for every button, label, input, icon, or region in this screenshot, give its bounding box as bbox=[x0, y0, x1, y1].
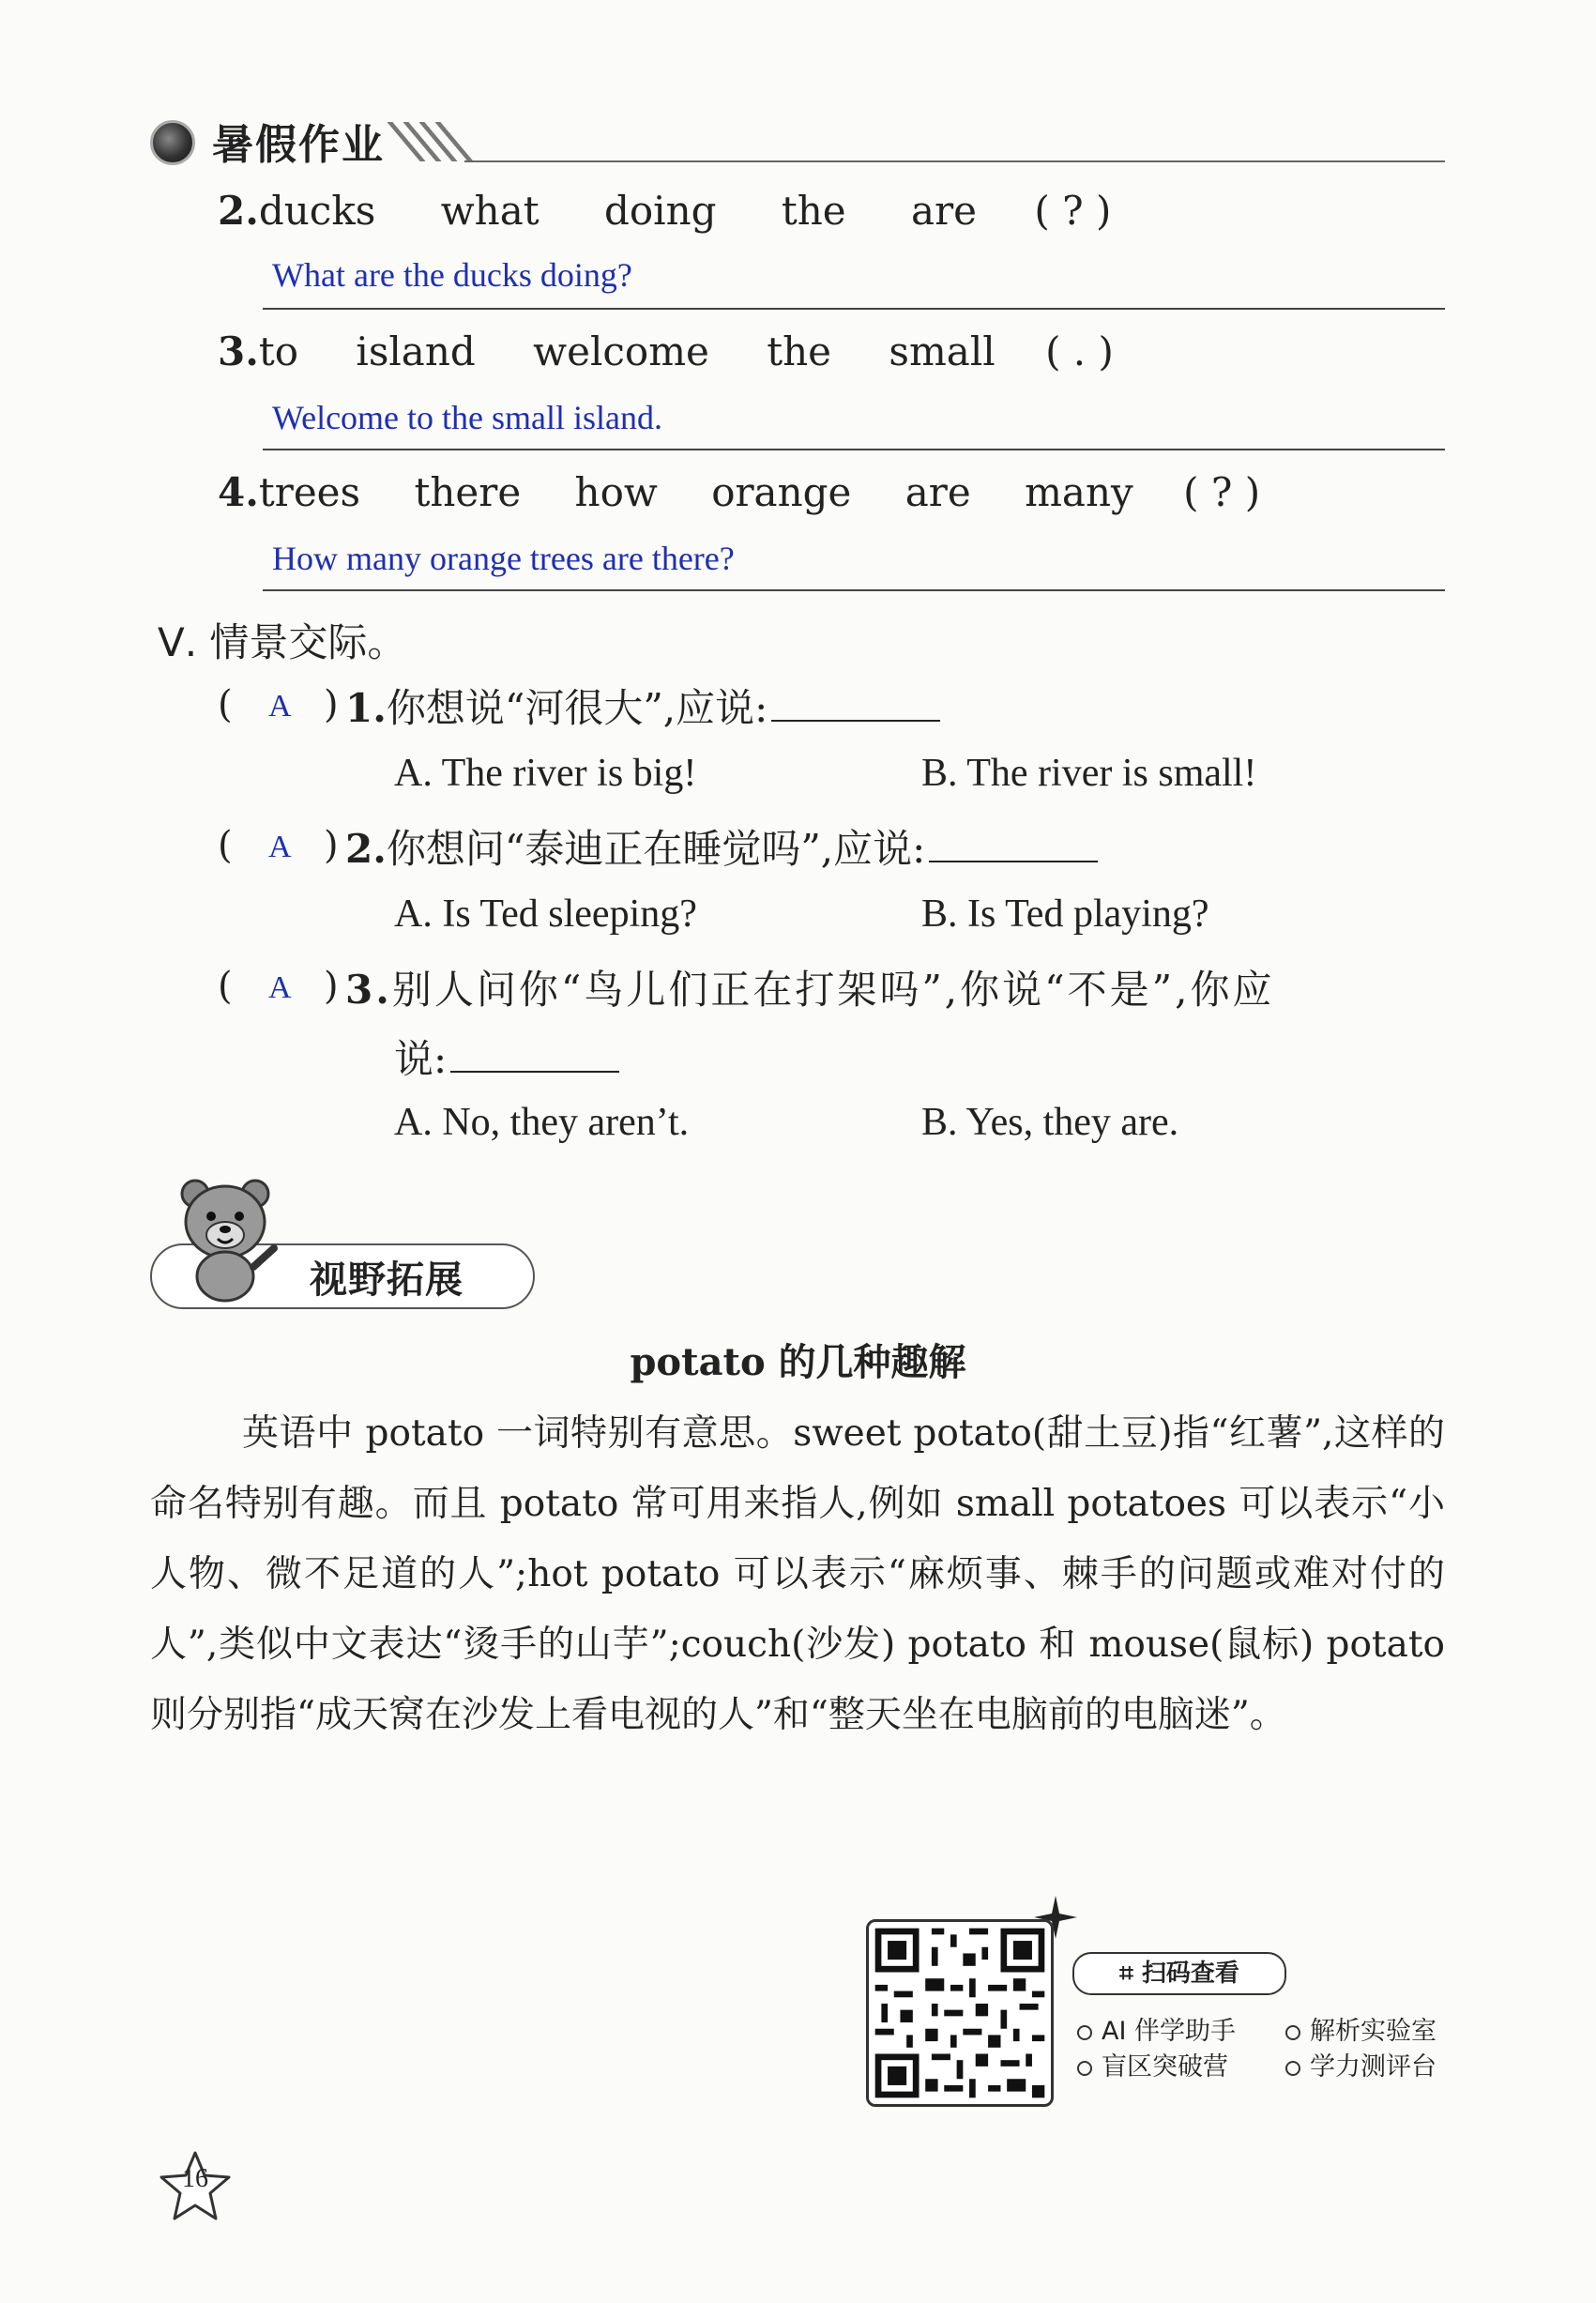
feature-label: 盲区突破营 bbox=[1102, 2052, 1228, 2082]
word: are bbox=[911, 188, 978, 234]
reorder-question-4 bbox=[218, 469, 1260, 515]
answer-bracket: ( bbox=[218, 824, 233, 867]
scan-to-view-button[interactable] bbox=[1072, 1952, 1286, 1995]
punctuation-hint: ( ? ) bbox=[1183, 469, 1261, 515]
feature-item[interactable] bbox=[1077, 2010, 1236, 2047]
answer-blank bbox=[929, 861, 1098, 862]
chosen-answer-1: A bbox=[268, 689, 292, 724]
question-number: 4. bbox=[218, 469, 259, 515]
word: to bbox=[258, 328, 299, 374]
answer-line bbox=[263, 449, 1445, 450]
answer-bracket: ) bbox=[324, 965, 339, 1008]
bullet-icon bbox=[1285, 2025, 1300, 2040]
scan-button-label: 扫码查看 bbox=[1141, 1960, 1239, 1988]
scan-icon: ⌗ bbox=[1119, 1960, 1142, 1988]
question-number: 1. bbox=[345, 685, 387, 731]
chosen-answer-3: A bbox=[268, 970, 292, 1005]
bullet-icon bbox=[1077, 2025, 1092, 2040]
question-number: 3. bbox=[218, 328, 259, 374]
question-1 bbox=[345, 678, 940, 734]
question-number: 3. bbox=[345, 967, 392, 1013]
feature-label: 学力测评台 bbox=[1310, 2052, 1436, 2082]
option-a: A. The river is big! bbox=[394, 752, 697, 795]
answer-line bbox=[263, 308, 1445, 310]
qr-code-pattern-icon bbox=[869, 1922, 1051, 2104]
question-3 bbox=[345, 959, 1274, 1015]
answer-line bbox=[263, 589, 1445, 591]
header-bullet-icon bbox=[150, 120, 195, 165]
question-number: 2. bbox=[218, 188, 259, 234]
word: what bbox=[440, 188, 540, 234]
word: the bbox=[781, 188, 846, 234]
feature-label: AI 伴学助手 bbox=[1102, 2017, 1237, 2046]
bullet-icon bbox=[1077, 2061, 1092, 2076]
word: welcome bbox=[533, 328, 709, 374]
question-text: 别人问你“鸟儿们正在打架吗”,你说“不是”,你应 bbox=[391, 967, 1275, 1013]
reorder-question-2 bbox=[218, 188, 1111, 234]
answer-bracket: ( bbox=[218, 965, 233, 1008]
question-text: 说: bbox=[394, 1036, 448, 1082]
answer-3: Welcome to the small island. bbox=[272, 399, 663, 436]
answer-bracket: ) bbox=[324, 683, 339, 726]
bullet-icon bbox=[1285, 2061, 1300, 2076]
word: small bbox=[889, 328, 996, 374]
option-b: B. Is Ted playing? bbox=[921, 892, 1209, 936]
answer-blank bbox=[450, 1071, 619, 1073]
question-text: 你想问“泰迪正在睡觉吗”,应说: bbox=[386, 826, 926, 872]
option-a: A. No, they aren’t. bbox=[394, 1101, 690, 1144]
word: island bbox=[356, 328, 476, 374]
answer-bracket: ) bbox=[324, 824, 339, 867]
section-title: Ⅴ. 情景交际。 bbox=[158, 619, 407, 665]
header-rule bbox=[464, 160, 1445, 162]
punctuation-hint: ( ? ) bbox=[1034, 188, 1112, 234]
question-number: 2. bbox=[345, 826, 387, 872]
word: ducks bbox=[258, 188, 376, 234]
word: how bbox=[574, 469, 658, 515]
bear-mascot-icon bbox=[169, 1173, 281, 1304]
feature-item[interactable] bbox=[1285, 2010, 1436, 2047]
page-number: 16 bbox=[182, 2164, 208, 2193]
word: the bbox=[767, 328, 832, 374]
feature-item[interactable] bbox=[1077, 2046, 1228, 2082]
word: trees bbox=[258, 469, 361, 515]
header-title: 暑假作业 bbox=[212, 121, 385, 169]
answer-blank bbox=[771, 720, 940, 722]
word: there bbox=[414, 469, 522, 515]
feature-item[interactable] bbox=[1285, 2046, 1436, 2082]
option-b: B. The river is small! bbox=[921, 752, 1257, 795]
chosen-answer-2: A bbox=[268, 830, 292, 864]
qr-code[interactable] bbox=[866, 1919, 1054, 2107]
feature-label: 解析实验室 bbox=[1310, 2017, 1436, 2046]
reorder-question-3 bbox=[218, 328, 1114, 374]
punctuation-hint: ( . ) bbox=[1045, 328, 1114, 374]
answer-bracket: ( bbox=[218, 683, 233, 726]
question-text: 你想说“河很大”,应说: bbox=[386, 685, 768, 731]
option-a: A. Is Ted sleeping? bbox=[394, 892, 697, 936]
extension-paragraph: 英语中 potato 一词特别有意思。sweet potato(甜土豆)指“红薯”,这样的命名特别有趣。而且 potato 常可用来指人,例如 small potatoes 可以表示“小人物、微不足道的人”;hot potato 可以表示“麻烦事、棘手的问题或难对付的人”,类似中文表达“烫手的山芋”;couch(沙发) potato 和 mouse(鼠标) potato 则分别指“成天窝在沙发上看电视的人”和“整天坐在电脑前的电脑迷”。 bbox=[150, 1412, 1445, 1736]
word: orange bbox=[711, 469, 852, 515]
extension-banner-title: 视野拓展 bbox=[310, 1258, 464, 1302]
question-3-continued bbox=[394, 1029, 619, 1085]
option-b: B. Yes, they are. bbox=[921, 1101, 1179, 1144]
word: many bbox=[1025, 469, 1133, 515]
word: are bbox=[904, 469, 971, 515]
answer-4: How many orange trees are there? bbox=[272, 540, 735, 577]
question-2 bbox=[345, 818, 1098, 875]
extension-title: potato 的几种趣解 bbox=[630, 1340, 966, 1384]
word: doing bbox=[603, 188, 717, 234]
answer-2: What are the ducks doing? bbox=[272, 256, 632, 294]
